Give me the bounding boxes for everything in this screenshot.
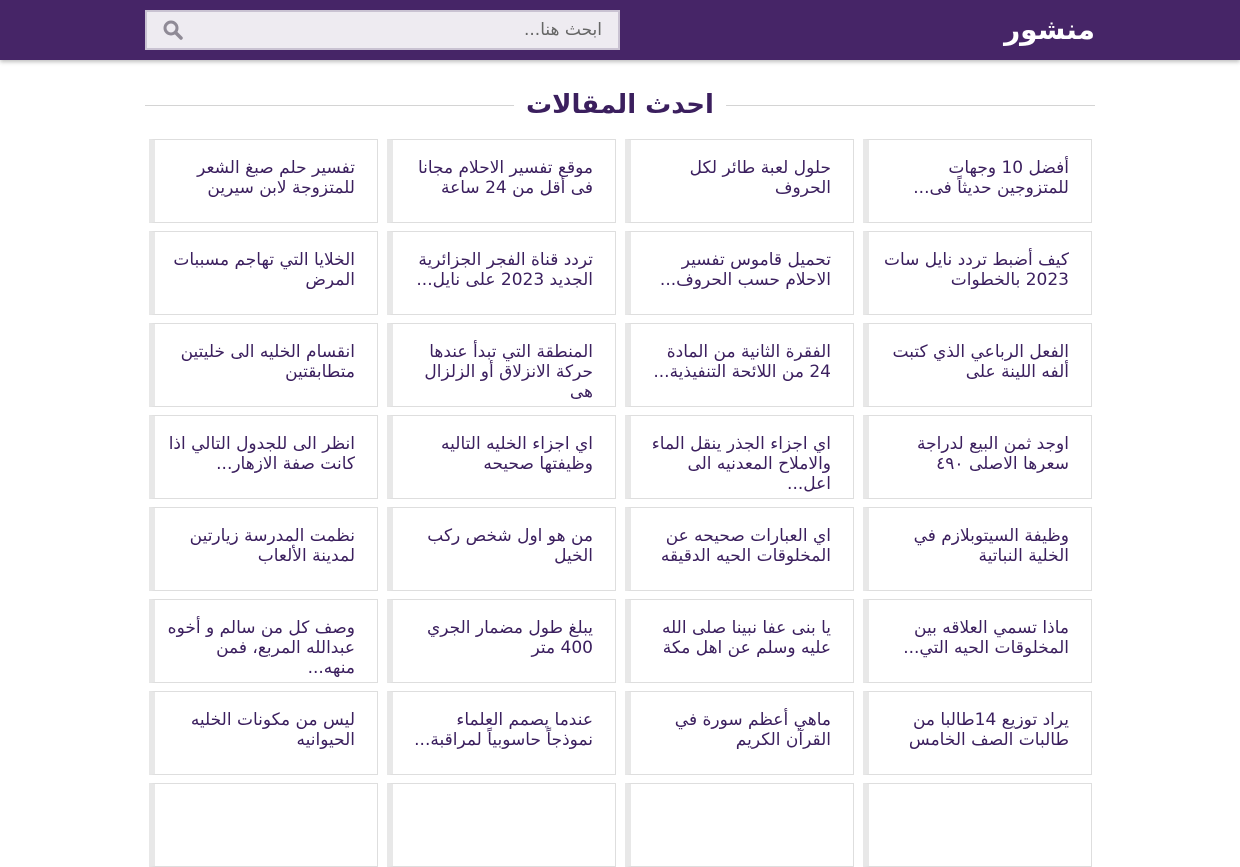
article-card[interactable] — [387, 323, 616, 407]
article-card[interactable] — [863, 415, 1092, 499]
article-card[interactable] — [625, 231, 854, 315]
article-title[interactable]: اي اجزاء الجذر ينقل الماء والاملاح المعدنيه الى اعل... — [651, 434, 831, 494]
article-card[interactable] — [863, 323, 1092, 407]
articles-grid — [149, 139, 1092, 867]
article-card[interactable] — [149, 231, 378, 315]
article-title[interactable]: المنطقة التي تبدأ عندها حركة الانزلاق أو الزلزال هى — [424, 342, 593, 402]
article-card[interactable] — [149, 415, 378, 499]
article-card[interactable] — [149, 323, 378, 407]
article-title[interactable]: اوجد ثمن البيع لدراجة سعرها الاصلى ٤٩٠ — [917, 434, 1069, 474]
article-title[interactable]: اي اجزاء الخليه التاليه وظيفتها صحيحه — [441, 434, 593, 474]
search-icon[interactable] — [163, 20, 183, 40]
article-card[interactable] — [149, 139, 378, 223]
article-title[interactable]: موقع تفسير الاحلام مجانا فى أقل من 24 ساعة — [417, 158, 593, 198]
article-card[interactable] — [863, 599, 1092, 683]
article-card[interactable] — [387, 507, 616, 591]
article-title[interactable]: ليس من مكونات الخليه الحيوانيه — [190, 710, 355, 750]
article-title[interactable]: تردد قناة الفجر الجزائرية الجديد 2023 على نايل... — [416, 250, 593, 290]
article-card[interactable] — [625, 783, 854, 867]
article-title[interactable]: يراد توزيع 14طالبا من طالبات الصف الخامس — [908, 710, 1069, 750]
article-title[interactable]: تحميل قاموس تفسير الاحلام حسب الحروف... — [659, 250, 831, 290]
article-title[interactable]: ماذا تسمي العلاقه بين المخلوقات الحيه التي... — [903, 618, 1069, 658]
article-card[interactable] — [625, 691, 854, 775]
article-card[interactable] — [863, 507, 1092, 591]
article-card[interactable] — [863, 139, 1092, 223]
article-card[interactable] — [387, 415, 616, 499]
search-box — [145, 10, 620, 50]
article-title[interactable]: من هو اول شخص ركب الخيل — [427, 526, 593, 566]
article-card[interactable] — [387, 691, 616, 775]
article-card[interactable] — [625, 599, 854, 683]
article-card[interactable] — [863, 231, 1092, 315]
article-title[interactable]: الخلايا التي تهاجم مسببات المرض — [173, 250, 355, 290]
article-title[interactable]: الفقرة الثانية من المادة 24 من اللائحة التنفيذية... — [653, 342, 831, 382]
article-card[interactable] — [387, 599, 616, 683]
article-title[interactable]: يا بنى عفا نبينا صلى الله عليه وسلم عن اهل مكة — [661, 618, 831, 658]
article-card[interactable] — [149, 783, 378, 867]
article-title[interactable]: يبلغ طول مضمار الجري 400 متر — [426, 618, 593, 658]
article-card[interactable] — [863, 691, 1092, 775]
article-title[interactable]: نظمت المدرسة زيارتين لمدينة الألعاب — [189, 526, 355, 566]
article-card[interactable] — [387, 139, 616, 223]
article-card[interactable] — [625, 415, 854, 499]
article-card[interactable] — [625, 323, 854, 407]
article-title[interactable]: أفضل 10 وجهات للمتزوجين حديثاً فى... — [913, 158, 1069, 198]
article-title[interactable]: انظر الى للجدول التالي اذا كانت صفة الازهار... — [168, 434, 355, 474]
article-title[interactable]: تفسير حلم صبغ الشعر للمتزوجة لابن سيرين — [197, 158, 355, 198]
article-card[interactable] — [387, 231, 616, 315]
section-heading — [145, 86, 1095, 126]
section-title: احدث المقالات — [514, 86, 726, 124]
article-card[interactable] — [387, 783, 616, 867]
article-title[interactable]: وصف كل من سالم و أخوه عبدالله المربع، فمن منهه... — [167, 618, 355, 678]
article-card[interactable] — [863, 783, 1092, 867]
article-title[interactable]: كيف أضبط تردد نايل سات 2023 بالخطوات — [883, 250, 1069, 290]
article-card[interactable] — [625, 139, 854, 223]
article-title[interactable]: اي العبارات صحيحه عن المخلوقات الحيه الدقيقه — [660, 526, 831, 566]
search-input[interactable] — [198, 12, 618, 48]
article-card[interactable] — [149, 599, 378, 683]
article-card[interactable] — [625, 507, 854, 591]
article-title[interactable]: عندما يصمم العلماء نموذجاً حاسوبياً لمراقبة... — [414, 710, 593, 750]
top-navigation-bar — [0, 0, 1240, 60]
article-title[interactable]: وظيفة السيتوبلازم في الخلية النباتية — [913, 526, 1069, 566]
article-title[interactable]: ماهي أعظم سورة في القرآن الكريم — [674, 710, 831, 750]
article-title[interactable]: الفعل الرباعي الذي كتبت ألفه اللينة على — [892, 342, 1069, 382]
article-card[interactable] — [149, 691, 378, 775]
site-logo[interactable]: منشور — [1004, 13, 1095, 46]
article-title[interactable]: حلول لعبة طائر لكل الحروف — [689, 158, 831, 198]
article-card[interactable] — [149, 507, 378, 591]
article-title[interactable]: انقسام الخليه الى خليتين متطابقتين — [180, 342, 355, 382]
